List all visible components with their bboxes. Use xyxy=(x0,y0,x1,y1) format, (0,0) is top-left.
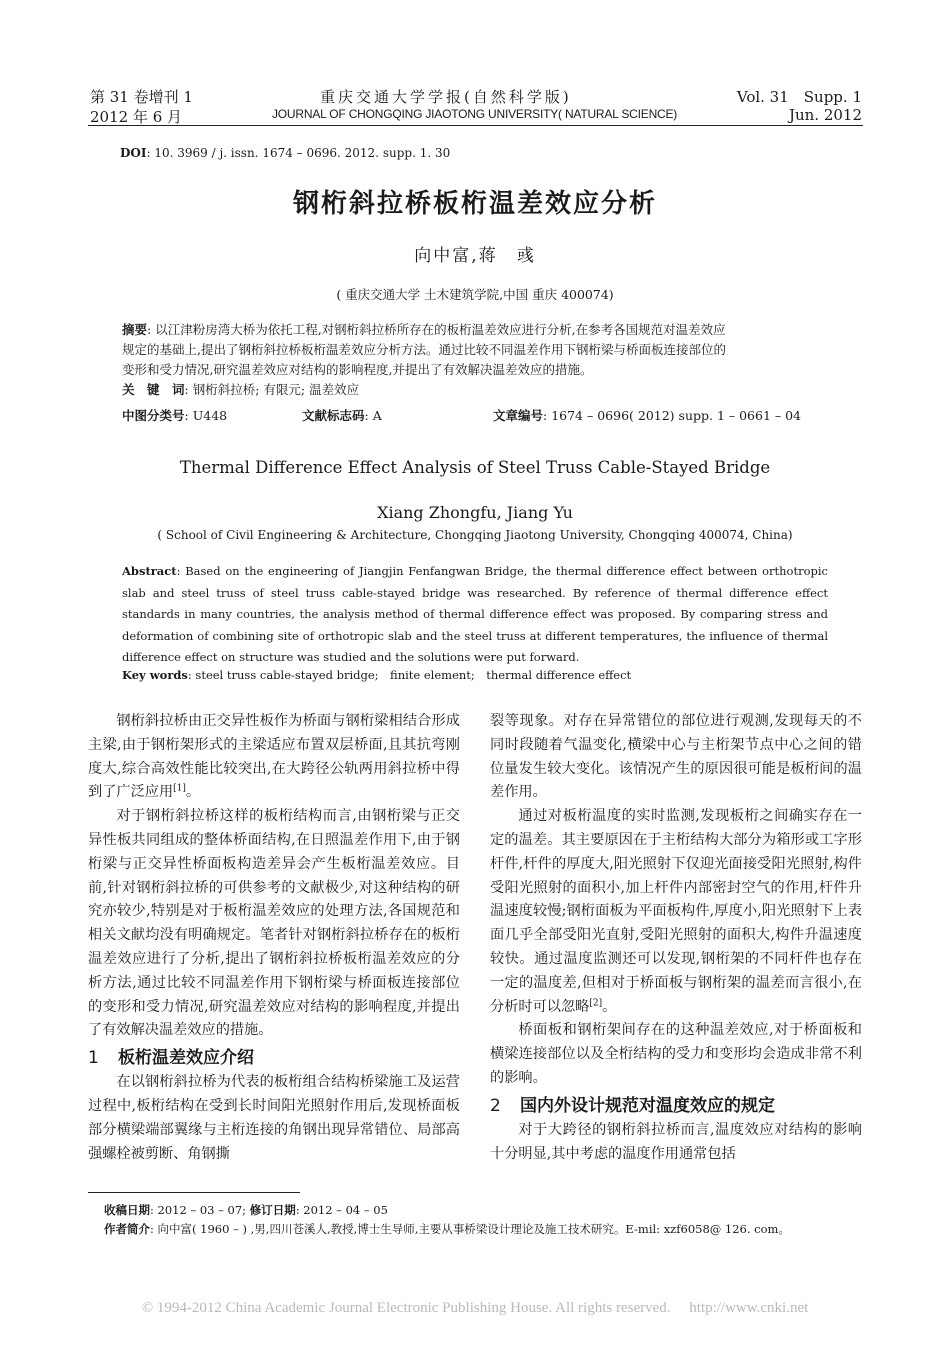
document-code: 文献标志码: A xyxy=(302,408,382,423)
section-1-paragraph-3: 桥面板和钢桁架间存在的这种温差效应,对于桥面板和横梁连接部位以及全桁结构的受力和变形均会造成非常不利的影响。 xyxy=(490,1022,862,1086)
section-2-heading: 2 国内外设计规范对温度效应的规定 xyxy=(490,1095,775,1116)
abstract-cn-label: 摘要 xyxy=(122,322,148,337)
section-1-paragraph-1: 在以钢桁斜拉桥为代表的板桁组合结构桥梁施工及运营过程中,板桁结构在受到长时间阳光照射作用后,发现桥面板部分横梁端部翼缘与主桁连接的角钢出现异常错位、局部高强螺栓被剪断、角钢撕 xyxy=(88,1074,460,1162)
issue-date-cn: 2012 年 6 月 xyxy=(90,108,183,126)
title-en: Thermal Difference Effect Analysis of Steel Truss Cable-Stayed Bridge xyxy=(179,458,771,477)
keywords-cn: 关 键 词: 钢桁斜拉桥; 有限元; 温差效应 xyxy=(122,382,360,397)
doi: DOI: 10. 3969 / j. issn. 1674 – 0696. 2012. supp. 1. 30 xyxy=(120,146,451,160)
affiliation-en: ( School of Civil Engineering & Architecture, Chongqing Jiaotong University, Chongqing 400074, China) xyxy=(157,528,793,542)
keywords-en: Key words: steel truss cable-stayed bridge; finite element; thermal difference effect xyxy=(122,668,632,682)
section-1-paragraph-2: 通过对板桁温度的实时监测,发现板桁之间确实存在一定的温差。其主要原因在于主桁结构大部分为箱形或工字形杆件,杆件的厚度大,阳光照射下仅迎光面接受阳光照射,构件受阳光照射的面积小,加上杆件内部密封空气的作用,杆件升温速度较慢;钢桁面板为平面板构件,厚度小,阳光照射下上表面几乎全部受阳光直射,受阳光照射的面积大,构件升温速度较快。通过温度监测还可以发现,钢桁架的不同杆件也存在一定的温度差,但相对于桥面板与钢桁架的温差而言很小,在分析时可以忽略[2]。 xyxy=(490,808,862,1015)
affiliation-cn: ( 重庆交通大学 土木建筑学院,中国 重庆 400074) xyxy=(336,287,614,302)
header-rule xyxy=(88,125,863,126)
intro-paragraph-2: 对于钢桁斜拉桥这样的板桁结构而言,由钢桁梁与正交异性板共同组成的整体桥面结构,在日照温差作用下,由于钢桁梁与正交异性桥面板构造差异会产生板桁温差效应。目前,针对钢桁斜拉桥的可供参考的文献极少,对这种结构的研究亦较少,特别是对于板桁温差效应的处理方法,各国规范和相关文献均没有明确规定。笔者针对钢桁斜拉桥存在的板桁温差效应进行了分析,提出了钢桁斜拉桥板桁温差效应的分析方法,通过比较不同温差作用下钢桁梁与桥面板连接部位的变形和受力情况,研究温差效应对结构的影响程度,并提出了有效解决温差效应的措施。 xyxy=(88,808,460,1039)
abstract-en: Abstract: Based on the engineering of Jiangjin Fenfangwan Bridge, the thermal difference effect between orthotropic slab and steel truss of steel truss cable-stayed bridge was researched. By reference of thermal difference effect standards in many countries, the analysis method of thermal difference effect was proposed. By comparing stress and deformation of combining site of orthotropic slab and the steel truss at different temperatures, the influence of thermal difference effect on structure was studied and the solutions were put forward. xyxy=(122,564,828,664)
page-title: 钢桁斜拉桥板桁温差效应分析 xyxy=(292,189,657,219)
volume-info: 第 31 卷增刊 1 xyxy=(90,88,193,106)
clc-number: 中图分类号: U448 xyxy=(122,408,228,423)
section-2-paragraph-1: 对于大跨径的钢桁斜拉桥而言,温度效应对结构的影响十分明显,其中考虑的温度作用通常包括 xyxy=(490,1121,862,1162)
received-dates: 收稿日期: 2012 – 03 – 07; 修订日期: 2012 – 04 – 05 xyxy=(104,1203,388,1217)
article-number: 文章编号: 1674 – 0696( 2012) supp. 1 – 0661 – 04 xyxy=(493,408,802,423)
right-column xyxy=(490,710,862,1166)
abstract-cn: 摘要: 以江津粉房湾大桥为依托工程,对钢桁斜拉桥所存在的板桁温差效应进行分析,在参考各国规范对温差效应 规定的基础上,提出了钢桁斜拉桥板桁温差效应分析方法。通过比较不同温差作用下钢桁梁与桥面板连接部位的 变形和受力情况,研究温差效应对结构的影响程度,并提出了有效解决温差效应的措施。 关 键 词: 钢桁斜拉桥; 有限元; 温差效应 xyxy=(122,320,842,400)
journal-name-en: JOURNAL OF CHONGQING JIAOTONG UNIVERSITY( NATURAL SCIENCE) xyxy=(272,107,678,121)
section-1-paragraph-1-cont: 裂等现象。对存在异常错位的部位进行观测,发现每天的不同时段随着气温变化,横梁中心与主桁架节点中心之间的错位量发生较大变化。该情况产生的原因很可能是板桁间的温差作用。 xyxy=(490,713,862,801)
author-bio: 作者简介: 向中富( 1960 – ) ,男,四川苍溪人,教授,博士生导师,主要从事桥梁设计理论及施工技术研究。E-mil: xzf6058@ 126. com。 xyxy=(104,1222,790,1236)
citation-2[interactable]: [2] xyxy=(589,997,603,1008)
intro-paragraph-1: 钢桁斜拉桥由正交异性板作为桥面与钢桁梁相结合形成主梁,由于钢桁架形式的主梁适应布置双层桥面,且其抗弯刚度大,综合高效性能比较突出,在大跨径公轨两用斜拉桥中得到了广泛应用[1]。 xyxy=(88,713,460,801)
left-column xyxy=(88,710,460,1166)
footnote-rule xyxy=(88,1192,300,1193)
authors-cn: 向中富,蒋 彧 xyxy=(414,246,536,266)
journal-name-cn: 重庆交通大学学报(自然科学版) xyxy=(320,88,572,106)
issue-date-en: Jun. 2012 xyxy=(788,106,862,124)
volume-info-en: Vol. 31 Supp. 1 xyxy=(736,88,862,106)
copyright-watermark: © 1994-2012 China Academic Journal Electronic Publishing House. All rights reserved. http://www.cnki.net xyxy=(141,1300,809,1316)
citation-1[interactable]: [1] xyxy=(173,783,186,794)
section-1-heading: 1 板桁温差效应介绍 xyxy=(88,1048,254,1069)
authors-en: Xiang Zhongfu, Jiang Yu xyxy=(377,503,573,522)
